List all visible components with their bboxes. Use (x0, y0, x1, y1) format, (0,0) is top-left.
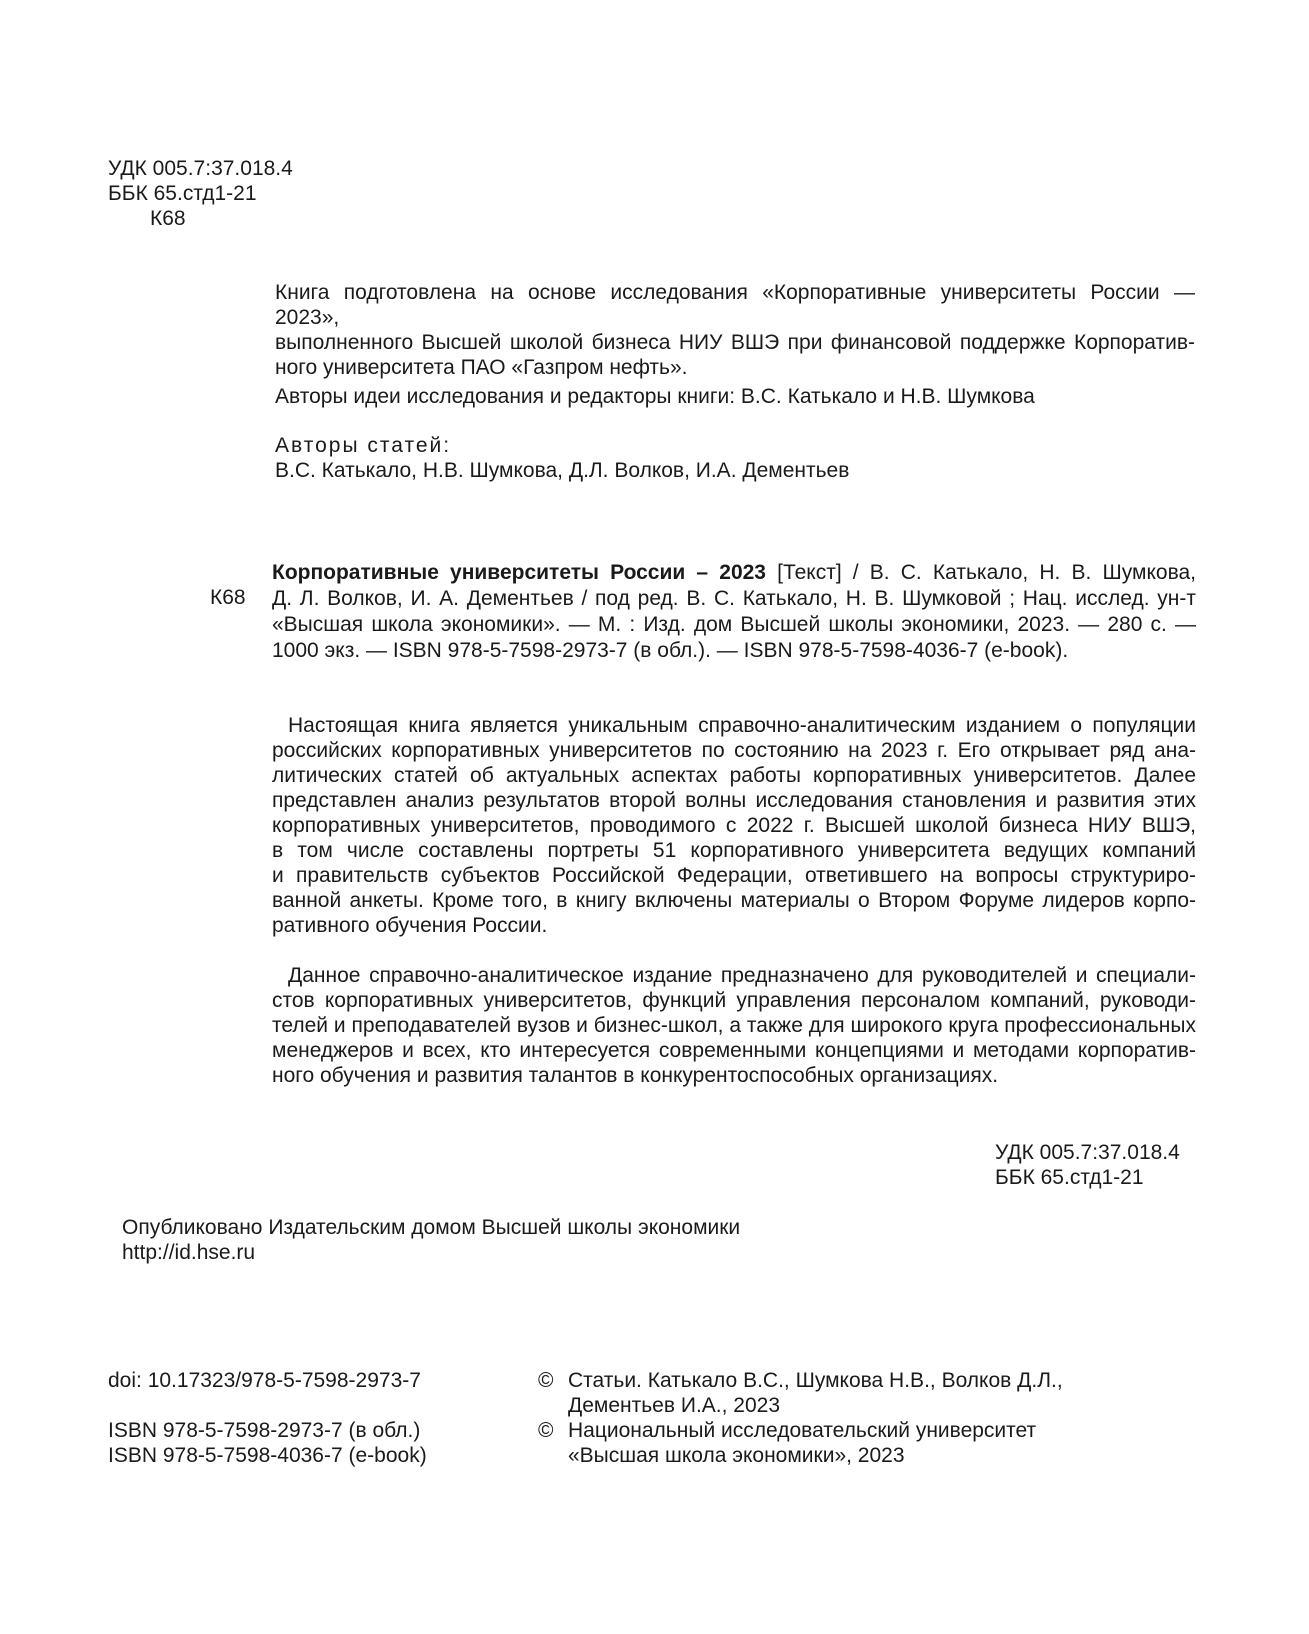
purpose-line: менеджеров и всех, кто интересуется современными концепциями и методами корпоратив- (272, 1039, 1196, 1062)
author-sign: К68 (150, 207, 186, 230)
classification-codes-top (108, 156, 293, 231)
bib-line (272, 560, 1196, 586)
publisher-url[interactable]: http://id.hse.ru (122, 1241, 256, 1264)
classification-codes-bottom (995, 1140, 1180, 1190)
copyright-line: «Высшая школа экономики», 2023 (568, 1444, 905, 1467)
purpose-line: стов корпоративных университетов, функций управления персоналом компаний, руководи- (272, 989, 1196, 1012)
publisher-block (122, 1215, 740, 1265)
udk-code: УДК 005.7:37.018.4 (995, 1141, 1180, 1164)
authors-label: Авторы статей: (275, 434, 452, 457)
abstract-line: литических статей об актуальных аспектах работы корпоративных университетов. Далее (272, 764, 1196, 787)
abstract-line: корпоративных университетов, проводимого с 2022 г. Высшей школой бизнеса НИУ ВШЭ, (272, 814, 1196, 837)
bib-line: 1000 экз. — ISBN 978-5-7598-2973-7 (в обл.). — ISBN 978-5-7598-4036-7 (e-book). (272, 639, 1069, 662)
purpose-paragraph (272, 963, 1196, 1088)
bbk-code: ББК 65.стд1-21 (108, 182, 257, 205)
authors-names: В.С. Катькало, Н.В. Шумкова, Д.Л. Волков, И.А. Дементьев (275, 459, 850, 482)
udk-code: УДК 005.7:37.018.4 (108, 157, 293, 180)
abstract-line: ванной анкеты. Кроме того, в книгу включены материалы о Втором Форуме лидеров корпо- (272, 889, 1196, 912)
isbn-print: ISBN 978-5-7598-2973-7 (в обл.) (108, 1419, 421, 1442)
abstract-line: и правительств субъектов Российской Федерации, ответившего на вопросы структуриро- (272, 864, 1196, 887)
copyright-block (538, 1368, 1063, 1468)
bib-line1-rest: [Текст] / В. С. Катькало, Н. В. Шумкова, (765, 561, 1196, 584)
abstract-paragraph (272, 713, 1196, 938)
preparation-note (275, 280, 1195, 380)
purpose-line: телей и преподавателей вузов и бизнес-школ, а также для широкого круга профессиональных (272, 1014, 1196, 1037)
abstract-line: российских корпоративных университетов по состоянию на 2023 г. Его открывает ряд ана- (272, 739, 1196, 762)
bibliographic-description (272, 560, 1196, 664)
copyright-line: Дементьев И.А., 2023 (568, 1394, 780, 1417)
preparation-line: Книга подготовлена на основе исследования «Корпоративные университеты России — 2023», (275, 281, 1195, 329)
preparation-line: выполненного Высшей школой бизнеса НИУ ВШЭ при финансовой поддержке Корпоратив- (275, 331, 1195, 354)
doi: doi: 10.17323/978-5-7598-2973-7 (108, 1369, 421, 1392)
copyright-item (538, 1418, 1063, 1468)
purpose-line: ного обучения и развития талантов в конкурентоспособных организациях. (272, 1064, 999, 1087)
purpose-line: Данное справочно-аналитическое издание предназначено для руководителей и специали- (288, 964, 1196, 987)
editors-text: Авторы идеи исследования и редакторы книги: В.С. Катькало и Н.В. Шумкова (275, 385, 1035, 408)
copyright-line: Национальный исследовательский университет (568, 1419, 1037, 1442)
abstract-line: ративного обучения России. (272, 914, 548, 937)
isbn-ebook: ISBN 978-5-7598-4036-7 (e-book) (108, 1444, 427, 1467)
abstract-line: Настоящая книга является уникальным справочно-аналитическим изданием о популяции (288, 714, 1196, 737)
authors-block (275, 433, 849, 483)
publisher-line: Опубликовано Издательским домом Высшей школы экономики (122, 1216, 741, 1239)
bbk-code: ББК 65.стд1-21 (995, 1166, 1144, 1189)
preparation-line: ного университета ПАО «Газпром нефть». (275, 356, 688, 379)
copyright-line: Статьи. Катькало В.С., Шумкова Н.В., Волков Д.Л., (568, 1369, 1063, 1392)
copyright-symbol: © (538, 1369, 554, 1392)
bib-line: «Высшая школа экономики». — М. : Изд. дом Высшей школы экономики, 2023. — 280 с. — (272, 613, 1196, 636)
doi-block (108, 1368, 421, 1393)
bib-author-sign: К68 (210, 586, 246, 609)
copyright-item (538, 1368, 1063, 1418)
book-title: Корпоративные университеты России – 2023 (272, 561, 766, 584)
abstract-line: представлен анализ результатов второй волны исследования становления и развития этих (272, 789, 1196, 812)
isbn-block (108, 1418, 427, 1468)
bibliographic-code (210, 585, 246, 610)
editors-line (275, 384, 1035, 409)
abstract-line: в том числе составлены портреты 51 корпоративного университета ведущих компаний (272, 839, 1196, 862)
bib-line: Д. Л. Волков, И. А. Дементьев / под ред. В. С. Катькало, Н. В. Шумковой ; Нац. исслед. ун-т (272, 587, 1196, 610)
copyright-symbol: © (538, 1419, 554, 1442)
